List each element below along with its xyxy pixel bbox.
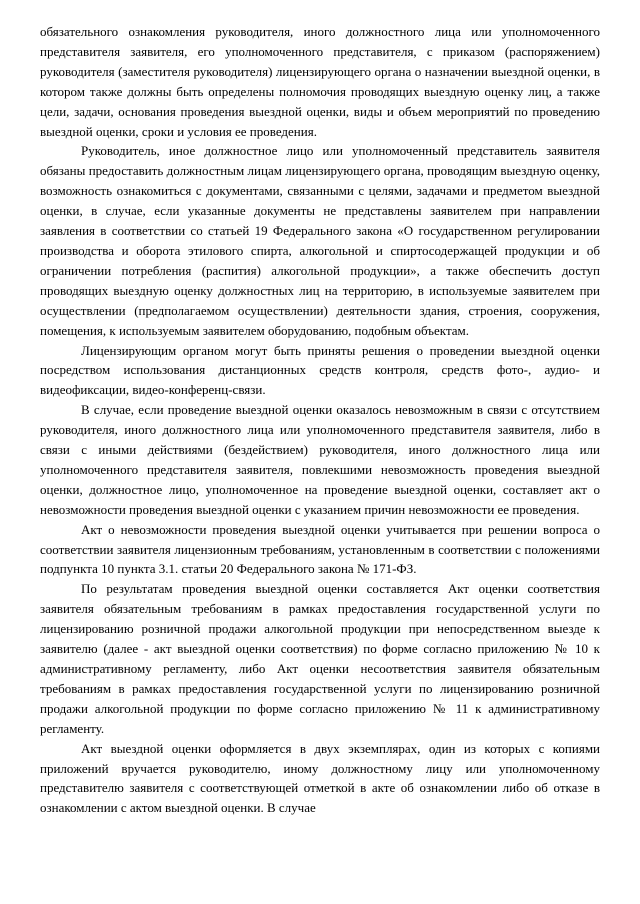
paragraph-continuation: обязательного ознакомления руководителя, иного должностного лица или уполномоченного представителя заявителя, его уполномоченного представителя, с приказом (распоряжением) руководителя (заместителя руководителя) лицензирующего органа о назначении выездной оценки, в котором также должны быть определены полномочия проводящих выездную оценку лиц, а также цели, задачи, основания проведения выездной оценки, виды и объем мероприятий по проведению выездной оценки, сроки и условия ее проведения. xyxy=(40,24,600,139)
paragraph-act-copies: Акт выездной оценки оформляется в двух экземплярах, один из которых с копиями приложений вручается руководителю, иному должностному лицу или уполномоченному представителю заявителя с соответствующей отметкой в акте об ознакомлении либо об отказе в ознакомлении с актом выездной оценки. В случае xyxy=(40,740,600,816)
paragraph-act-consideration: Акт о невозможности проведения выездной оценки учитывается при решении вопроса о соответствии заявителя лицензионным требованиям, установленным в соответствии с положениями подпункта 10 пункта 3.1. статьи 20 Федерального закона № 171-ФЗ. xyxy=(40,521,600,577)
document-page xyxy=(40,22,600,818)
paragraph-access-obligation: Руководитель, иное должностное лицо или уполномоченный представитель заявителя обязаны предоставить должностным лицам лицензирующего органа, проводящим выездную оценку, возможность ознакомиться с документами, связанными с целями, задачами и предметом выездной оценки, в случае, если указанные документы не представлены заявителем при направлении заявления в соответствии со статьей 19 Федерального закона «О государственном регулировании производства и оборота этилового спирта, алкогольной и спиртосодержащей продукции и об ограничении потребления (распития) алкогольной продукции», а также обеспечить доступ проводящих выездную оценку должностных лиц на территорию, в используемые заявителем при осуществлении (предполагаемом осуществлении) деятельности здания, строения, сооружения, помещения, к используемым заявителем оборудованию, подобным объектам. xyxy=(40,143,600,338)
paragraph-remote-assessment: Лицензирующим органом могут быть приняты решения о проведении выездной оценки посредством использования дистанционных средств контроля, средств фото-, аудио- и видеофиксации, видео-конференц-связи. xyxy=(40,342,600,398)
paragraph-impossibility-act: В случае, если проведение выездной оценки оказалось невозможным в связи с отсутствием руководителя, иного должностного лица или уполномоченного представителя заявителя, либо в связи с иными действиями (бездействием) руководителя, иного должностного лица или уполномоченного представителя заявителя, повлекшими невозможность проведения выездной оценки, должностное лицо, уполномоченное на проведение выездной оценки, составляет акт о невозможности проведения выездной оценки с указанием причин невозможности ее проведения. xyxy=(40,402,600,517)
paragraph-assessment-results: По результатам проведения выездной оценки составляется Акт оценки соответствия заявителя обязательным требованиям в рамках предоставления государственной услуги по лицензированию розничной продажи алкогольной продукции при непосредственном выезде к заявителю (далее - акт выездной оценки соответствия) по форме согласно приложению № 10 к административному регламенту, либо Акт оценки несоответствия заявителя обязательным требованиям в рамках предоставления государственной услуги по лицензированию розничной продажи алкогольной продукции по форме согласно приложению № 11 к административному регламенту. xyxy=(40,581,600,736)
